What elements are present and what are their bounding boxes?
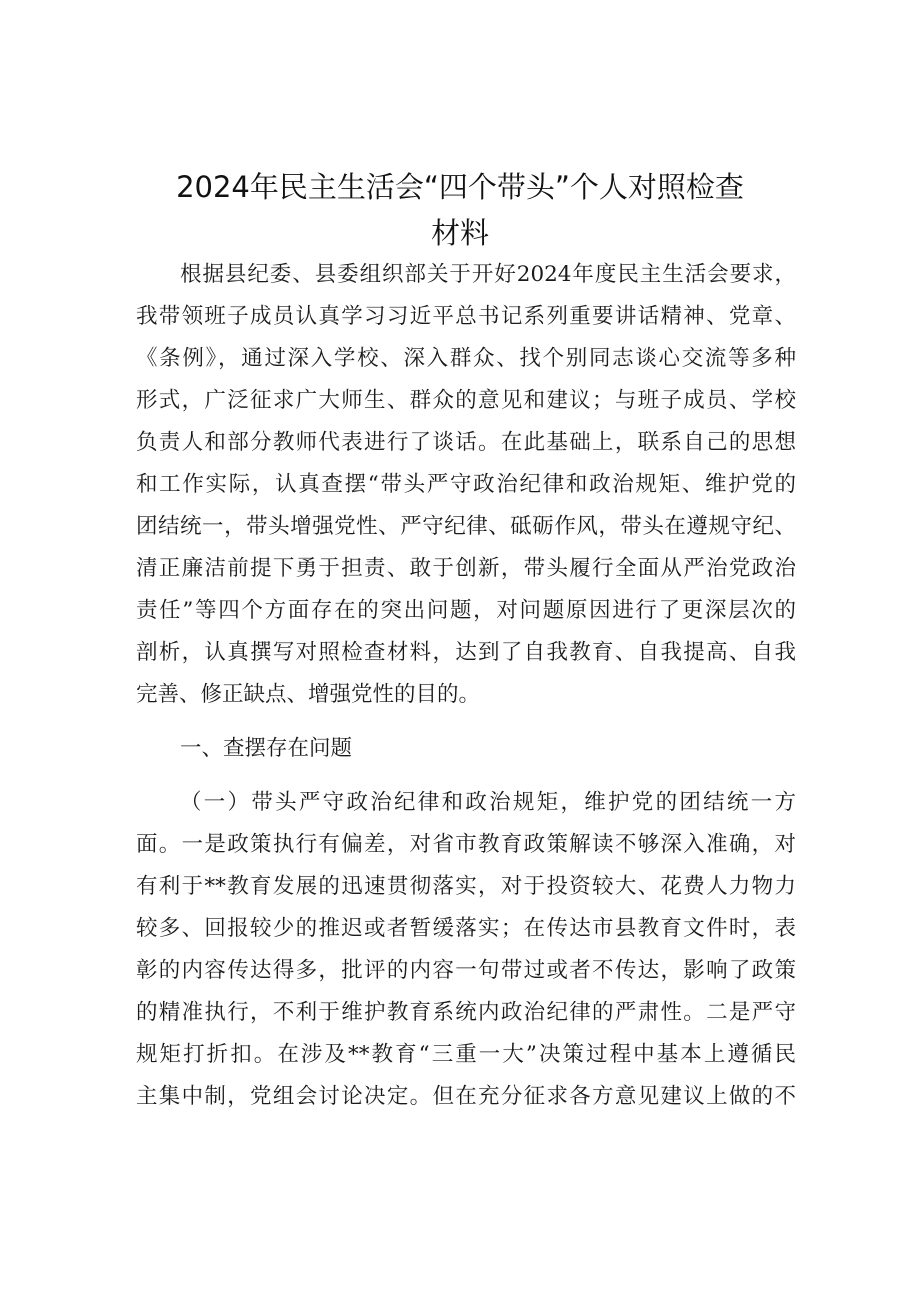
- paragraph-line: 规矩打折扣。在涉及**教育“三重一大”决策过程中基本上遵循民: [136, 1042, 796, 1067]
- paragraph-line: 团结统一，带头增强党性、严守纪律、砥砺作风，带头在遵规守纪、: [136, 514, 796, 539]
- paragraph-line: 负责人和部分教师代表进行了谈话。在此基础上，联系自己的思想: [136, 430, 796, 455]
- paragraph-line: 有利于**教育发展的迅速贯彻落实，对于投资较大、花费人力物力: [136, 874, 796, 899]
- paragraph-line: 《条例》，通过深入学校、深入群众、找个别同志谈心交流等多种: [136, 346, 796, 371]
- paragraph-line: 剖析，认真撰写对照检查材料，达到了自我教育、自我提高、自我: [136, 640, 796, 665]
- document-title: [120, 164, 800, 256]
- paragraph-line: 清正廉洁前提下勇于担责、敢于创新，带头履行全面从严治党政治: [136, 556, 796, 581]
- title-line-2: 材料: [430, 216, 489, 250]
- paragraph-line: 较多、回报较少的推迟或者暂缓落实；在传达市县教育文件时，表: [136, 916, 796, 941]
- paragraph-line: 形式，广泛征求广大师生、群众的意见和建议；与班子成员、学校: [136, 388, 796, 413]
- title-line-1: 2024年民主生活会“四个带头”个人对照检查: [176, 170, 744, 204]
- paragraph-line: 的精准执行，不利于维护教育系统内政治纪律的严肃性。二是严守: [136, 1000, 796, 1025]
- paragraph-line: 根据县纪委、县委组织部关于开好2024年度民主生活会要求，: [180, 262, 796, 287]
- intro-paragraph: [136, 254, 796, 716]
- document-body: [136, 254, 796, 1118]
- paragraph-line: 责任”等四个方面存在的突出问题，对问题原因进行了更深层次的: [136, 598, 796, 623]
- section-heading-text: 一、查摆存在问题: [180, 736, 353, 761]
- subsection-paragraph: [136, 782, 796, 1118]
- paragraph-line: 和工作实际，认真查摆“带头严守政治纪律和政治规矩、维护党的: [136, 472, 796, 497]
- paragraph-line: 完善、修正缺点、增强党性的目的。: [136, 682, 481, 707]
- paragraph-line: 我带领班子成员认真学习习近平总书记系列重要讲话精神、党章、: [136, 304, 796, 329]
- paragraph-line: （一）带头严守政治纪律和政治规矩，维护党的团结统一方: [180, 790, 796, 815]
- section-heading: [136, 728, 796, 770]
- paragraph-line: 彰的内容传达得多，批评的内容一句带过或者不传达，影响了政策: [136, 958, 796, 983]
- paragraph-line: 主集中制，党组会讨论决定。但在充分征求各方意见建议上做的不: [136, 1084, 796, 1109]
- paragraph-line: 面。一是政策执行有偏差，对省市教育政策解读不够深入准确，对: [136, 832, 796, 857]
